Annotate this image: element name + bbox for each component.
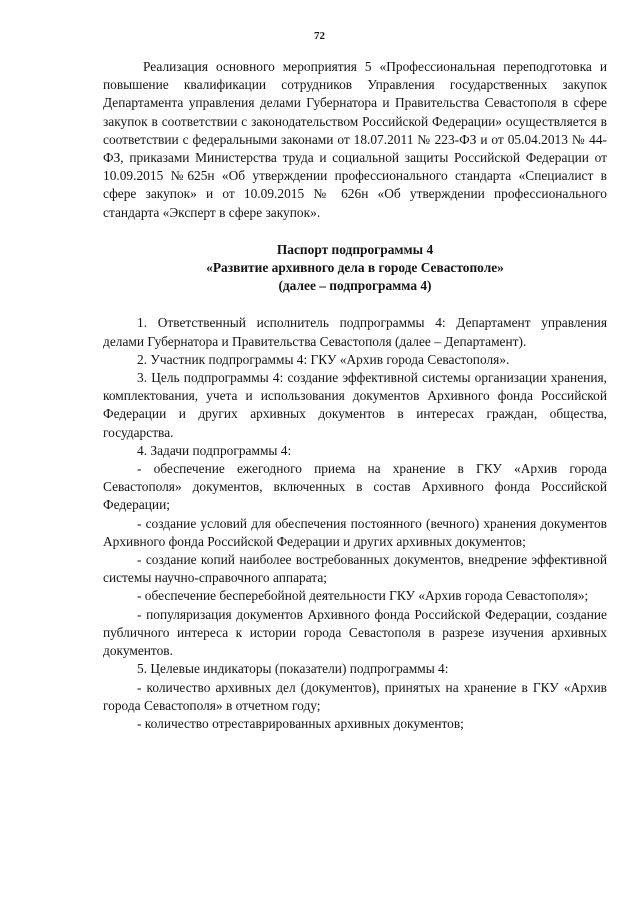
page-number: 72 bbox=[314, 30, 325, 42]
document-body bbox=[103, 58, 607, 733]
item-tasks: 4. Задачи подпрограммы 4: bbox=[137, 442, 292, 458]
task-item-4: - обеспечение бесперебойной деятельности ГКУ «Архив города Севастополя»; bbox=[137, 588, 589, 604]
task-item-5: - популяризация документов Архивного фонда Российской Федерации, создание публичного интереса к истории города Севастополя в разрезе изучения архивных документов. bbox=[103, 606, 607, 659]
indicator-item-2: - количество отреставрированных архивных документов; bbox=[137, 715, 464, 731]
heading-line-2: «Развитие архивного дела в городе Севастополе» bbox=[206, 260, 504, 276]
item-goal: 3. Цель подпрограммы 4: создание эффективной системы организации хранения, комплектования, учета и использования документов Архивного фонда Российской Федерации и других архивных документов в интересах граждан, общества, государства. bbox=[103, 370, 607, 440]
intro-paragraph: Реализация основного мероприятия 5 «Профессиональная переподготовка и повышение квалификации сотрудников Управления государственных закупок Департамента управления делами Губернатора и Правительства Севастополя в сфере закупок в соответствии с законодательством Российской Федерации» осуществляется в соответствии с федеральными законами от 18.07.2011 № 223-ФЗ и от 05.04.2013 № 44-ФЗ, приказами Министерства труда и социальной защиты Российской Федерации от 10.09.2015 №625н «Об утверждении профессионального стандарта «Специалист в сфере закупок» и от 10.09.2015 № 626н «Об утверждении профессионального стандарта «Эксперт в сфере закупок». bbox=[103, 59, 607, 220]
item-participant: 2. Участник подпрограммы 4: ГКУ «Архив города Севастополя». bbox=[137, 351, 510, 367]
subprogram-passport-heading bbox=[103, 241, 607, 296]
heading-line-3: (далее – подпрограмма 4) bbox=[278, 278, 432, 294]
task-item-3: - создание копий наиболее востребованных документов, внедрение эффективной системы научно-справочного аппарата; bbox=[103, 552, 607, 586]
item-target-indicators: 5. Целевые индикаторы (показатели) подпрограммы 4: bbox=[137, 661, 449, 677]
task-item-1: - обеспечение ежегодного приема на хранение в ГКУ «Архив города Севастополя» документов, включенных в состав Архивного фонда Российской Федерации; bbox=[103, 461, 607, 513]
indicator-item-1: - количество архивных дел (документов), принятых на хранение в ГКУ «Архив города Севастополя» в отчетном году; bbox=[103, 679, 607, 713]
item-responsible-executor: 1. Ответственный исполнитель подпрограммы 4: Департамент управления делами Губернатора и Правительства Севастополя (далее – Департамент). bbox=[103, 315, 607, 349]
task-item-2: - создание условий для обеспечения постоянного (вечного) хранения документов Архивного фонда Российской Федерации и других архивных документов; bbox=[103, 515, 607, 549]
heading-line-1: Паспорт подпрограммы 4 bbox=[276, 241, 434, 257]
